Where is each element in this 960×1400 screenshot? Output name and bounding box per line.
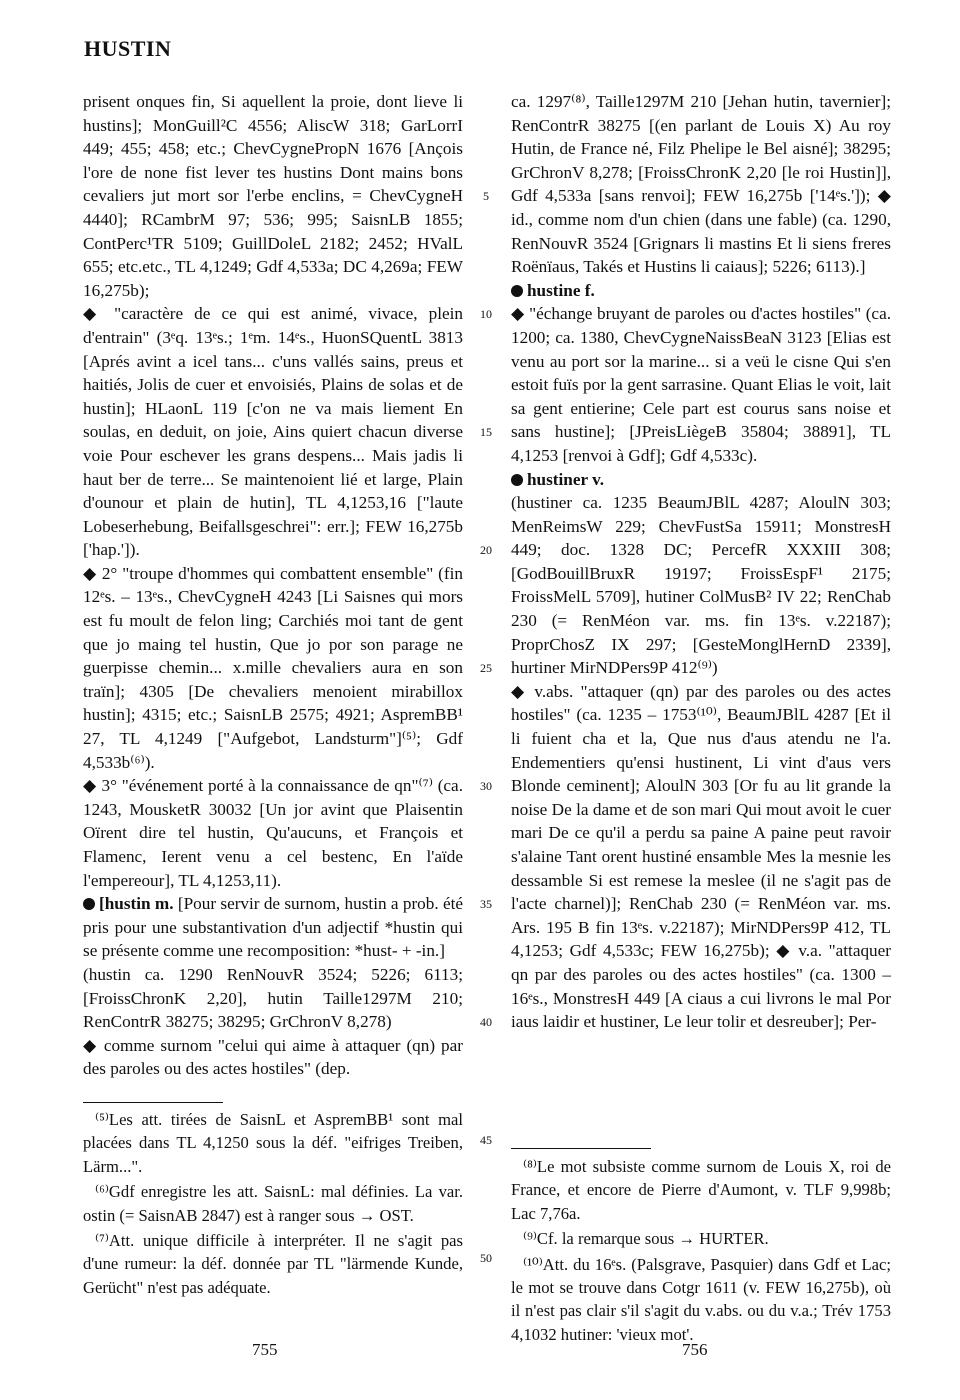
left-paragraph-2: ◆ "caractère de ce qui est animé, vivace, plein d'entrain" (3ᵉq. 13ᵉs.; 1ᵉm. 14ᵉs., HuonSQuentL 3813 [Aprés avint a icel tans... c'uns vallés sains, preus et haitiés, Jolis de cuer et envoisiés, Plains de solas et de hustin]; HLaonL 119 [c'on ne va mais liement En soulas, en deduit, on joie, Ains quiert chacun diverse voie Pour eschever les grans despens... Mais jadis li haut ber de terre... Se maintenoient lié et large, Plain d'ounour et plain de hutin], TL 4,1253,16 ["laute Lobeserhebung, Beifallsgeschrei": err.]; FEW 16,275b ['hap.']). — [83, 304, 463, 560]
right-lemma-hustiner: hustiner v. — [511, 468, 891, 492]
right-lemma-hustine: hustine f. — [511, 279, 891, 303]
line-number: 45 — [480, 1133, 492, 1147]
left-column — [83, 90, 463, 1081]
line-number: 50 — [480, 1251, 492, 1265]
footnote-6: ⁽⁶⁾Gdf enregistre les att. SaisnL: mal définies. La var. ostin (= SaisnAB 2847) est à ranger sous → OST. — [83, 1182, 463, 1225]
footnote-8: ⁽⁸⁾Le mot subsiste comme surnom de Louis X, roi de France, et encore de Pierre d'Aumont, v. TLF 9,998b; Lac 7,76a. — [511, 1157, 891, 1223]
left-paragraph-4: ◆ 3° "événement porté à la connaissance de qn"⁽⁷⁾ (ca. 1243, MousketR 30032 [Un jor avint que Plaisentin Oïrent dire tel hustin, Qu'aucuns, et François et Flamenc, Ierent venu a cel bestenc, En l'aïde l'empereour], TL 4,1253,11). — [83, 776, 463, 890]
line-number: 35 — [480, 897, 492, 911]
line-number: 5 — [483, 189, 489, 203]
bullet-dot-icon — [511, 285, 523, 297]
line-number: 20 — [480, 543, 492, 557]
right-paragraph-1: ca. 1297⁽⁸⁾, Taille1297M 210 [Jehan hutin, tavernier]; RenContrR 38275 [(en parlant de Louis X) Au roy Hutin, de France né, Filz Phelipe le Bel aisné]; 38295; GrChronV 8,278; [FroissChronK 2,20 [le roi Hustin]], Gdf 4,533a [sans renvoi]; FEW 16,275b ['14ᵉs.']); ◆ id., comme nom d'un chien (dans une fable) (ca. 1290, RenNouvR 3524 [Grignars li mastins Et li siens freres Roënïaus, Takés et Hustins li caiaus]; 5226; 6113).] — [511, 92, 891, 277]
footnotes-left — [83, 1108, 463, 1301]
folio-left: 755 — [252, 1340, 278, 1359]
bullet-dot-icon — [511, 474, 523, 486]
left-paragraph-6: (hustin ca. 1290 RenNouvR 3524; 5226; 6113; [FroissChronK 2,20], hutin Taille1297M 210; RenContrR 38275; 38295; GrChronV 8,278) — [83, 964, 463, 1032]
bullet-dot-icon — [83, 898, 95, 910]
footnote-7: ⁽⁷⁾Att. unique difficile à interpréter. Il ne s'agit pas d'une rumeur: la déf. donnée par TL "lärmende Kunde, Gerücht" n'est pas adéquate. — [83, 1231, 463, 1297]
folio-right: 756 — [682, 1340, 708, 1359]
line-number: 15 — [480, 425, 492, 439]
left-paragraph-1: prisent onques fin, Si aquellent la proie, dont lieve li hustins]; MonGuill²C 4556; AliscW 318; GarLorrI 449; 455; 458; etc.; ChevCygnePropN 1676 [Ançois l'ore de none fist lever tes hustins Dont mains bons cevaliers jut mort sor l'erbe enclins, = ChevCygneH 4440]; RCambrM 97; 536; 995; SaisnLB 1855; ContPerc¹TR 5109; GuillDoleL 2182; 2452; HValL 655; etc.etc., TL 4,1249; Gdf 4,533a; DC 4,269a; FEW 16,275b); — [83, 92, 463, 300]
running-head: HUSTIN — [84, 36, 172, 61]
line-number: 10 — [480, 307, 492, 321]
right-paragraph-4: ◆ v.abs. "attaquer (qn) par des paroles ou des actes hostiles" (ca. 1235 – 1753⁽¹⁰⁾, BeaumJBlL 4287 [Et il li fuient cha et la, Que nus d'aus atendu ne l'a. Endementiers qu'ensi hustinent, Li vint d'aus vers Blonde ceminent]; AloulN 303 [Or fu au lit grande la noise De la dame et de son mari Qui mout avoit le cuer mari De ce qu'il a perdu sa paine A paine peut ravoir s'alaine Tant orent hustiné ensamble Mes la mesnie les dessamble Si est remese la meslee (il ne s'agit pas de l'acte charnel)]; RenChab 230 (= RenMéon var. ms. Ars. 195 B fin 13ᵉs. v.22187); MirNDPers9P 412, TL 4,1253; Gdf 4,533c; FEW 16,275b); ◆ v.a. "attaquer qn par des paroles ou des actes hostiles" (ca. 1300 – 16ᵉs., MonstresH 449 [A ciaus a cui livrons le mal Por iaus laidir et hustiner, Le leur tolir et desreuber]; Per- — [511, 681, 891, 1032]
line-number: 30 — [480, 779, 492, 793]
right-column — [511, 90, 891, 1034]
footnote-10: ⁽¹⁰⁾Att. du 16ᵉs. (Palsgrave, Pasquier) dans Gdf et Lac; le mot se trouve dans Cotgr 1611 (v. FEW 16,275b), où il n'est pas clair s'il s'agit du v.abs. ou du v.a.; Trév 1753 4,1032 hutiner: 'vieux mot'. — [511, 1254, 891, 1344]
lemma-hustin: [hustin m. — [99, 894, 174, 914]
footnote-rule-right — [511, 1148, 651, 1149]
line-number: 25 — [480, 661, 492, 675]
line-number: 40 — [480, 1015, 492, 1029]
left-paragraph-3: ◆ 2° "troupe d'hommes qui combattent ensemble" (fin 12ᵉs. – 13ᵉs., ChevCygneH 4243 [Li Saisnes qui mors est fu moult de felon ling; Carchiés moi tant de gent que jo maing tel hustin, Que jo por son parage ne guerpisse chemin... x.mille chevaliers aura en son traïn]; 4305 [De chevaliers menoient mirabillox hustin]; 4315; etc.; SaisnLB 2575; 4921; AspremBB¹ 27, TL 4,1249 ["Aufgebot, Landsturm"]⁽⁵⁾; Gdf 4,533b⁽⁶⁾). — [83, 563, 463, 772]
footnote-5: ⁽⁵⁾Les att. tirées de SaisnL et AspremBB¹ sont mal placées dans TL 4,1250 sous la déf. "eifriges Treiben, Lärm...". — [83, 1110, 463, 1176]
right-paragraph-2: ◆ "échange bruyant de paroles ou d'actes hostiles" (ca. 1200; ca. 1380, ChevCygneNaissBeaN 3123 [Elias est venu au port sor la marine... si a veü le cisne Qui s'en estoit fuïs por la gent sarrasine. Quant Elias le voit, lait sa gent entierine; Cele part est courus sans noise et sans hustine]; [JPreisLiègeB 35804; 38891], TL 4,1253 [renvoi à Gdf]; Gdf 4,533c). — [511, 304, 891, 465]
footnotes-right — [511, 1155, 891, 1348]
footnote-9: ⁽⁹⁾Cf. la remarque sous → HURTER. — [523, 1229, 769, 1249]
left-paragraph-7: ◆ comme surnom "celui qui aime à attaquer (qn) par des paroles ou des actes hostiles" (dep. — [83, 1035, 463, 1079]
etymology-note: [Pour servir de surnom, hustin a prob. été pris pour une substantivation d'un adjectif *hustin qui se présente comme une recomposition: *hust- + -in.] — [83, 894, 463, 961]
footnote-rule-left — [83, 1102, 223, 1103]
left-paragraph-5 — [83, 892, 463, 963]
right-paragraph-3: (hustiner ca. 1235 BeaumJBlL 4287; AloulN 303; MenReimsW 229; ChevFustSa 15911; MonstresH 449; doc. 1328 DC; PercefR XXXIII 308; [GodBouillBruxR 19197; FroissEspF¹ 2175; FroissMelL 5709], hutiner ColMusB² IV 22; RenChab 230 (= RenMéon var. ms. fin 13ᵉs. v.22187); ProprChosZ IX 297; [GesteMonglHernD 2339], hurtiner MirNDPers9P 412⁽⁹⁾) — [511, 493, 891, 678]
